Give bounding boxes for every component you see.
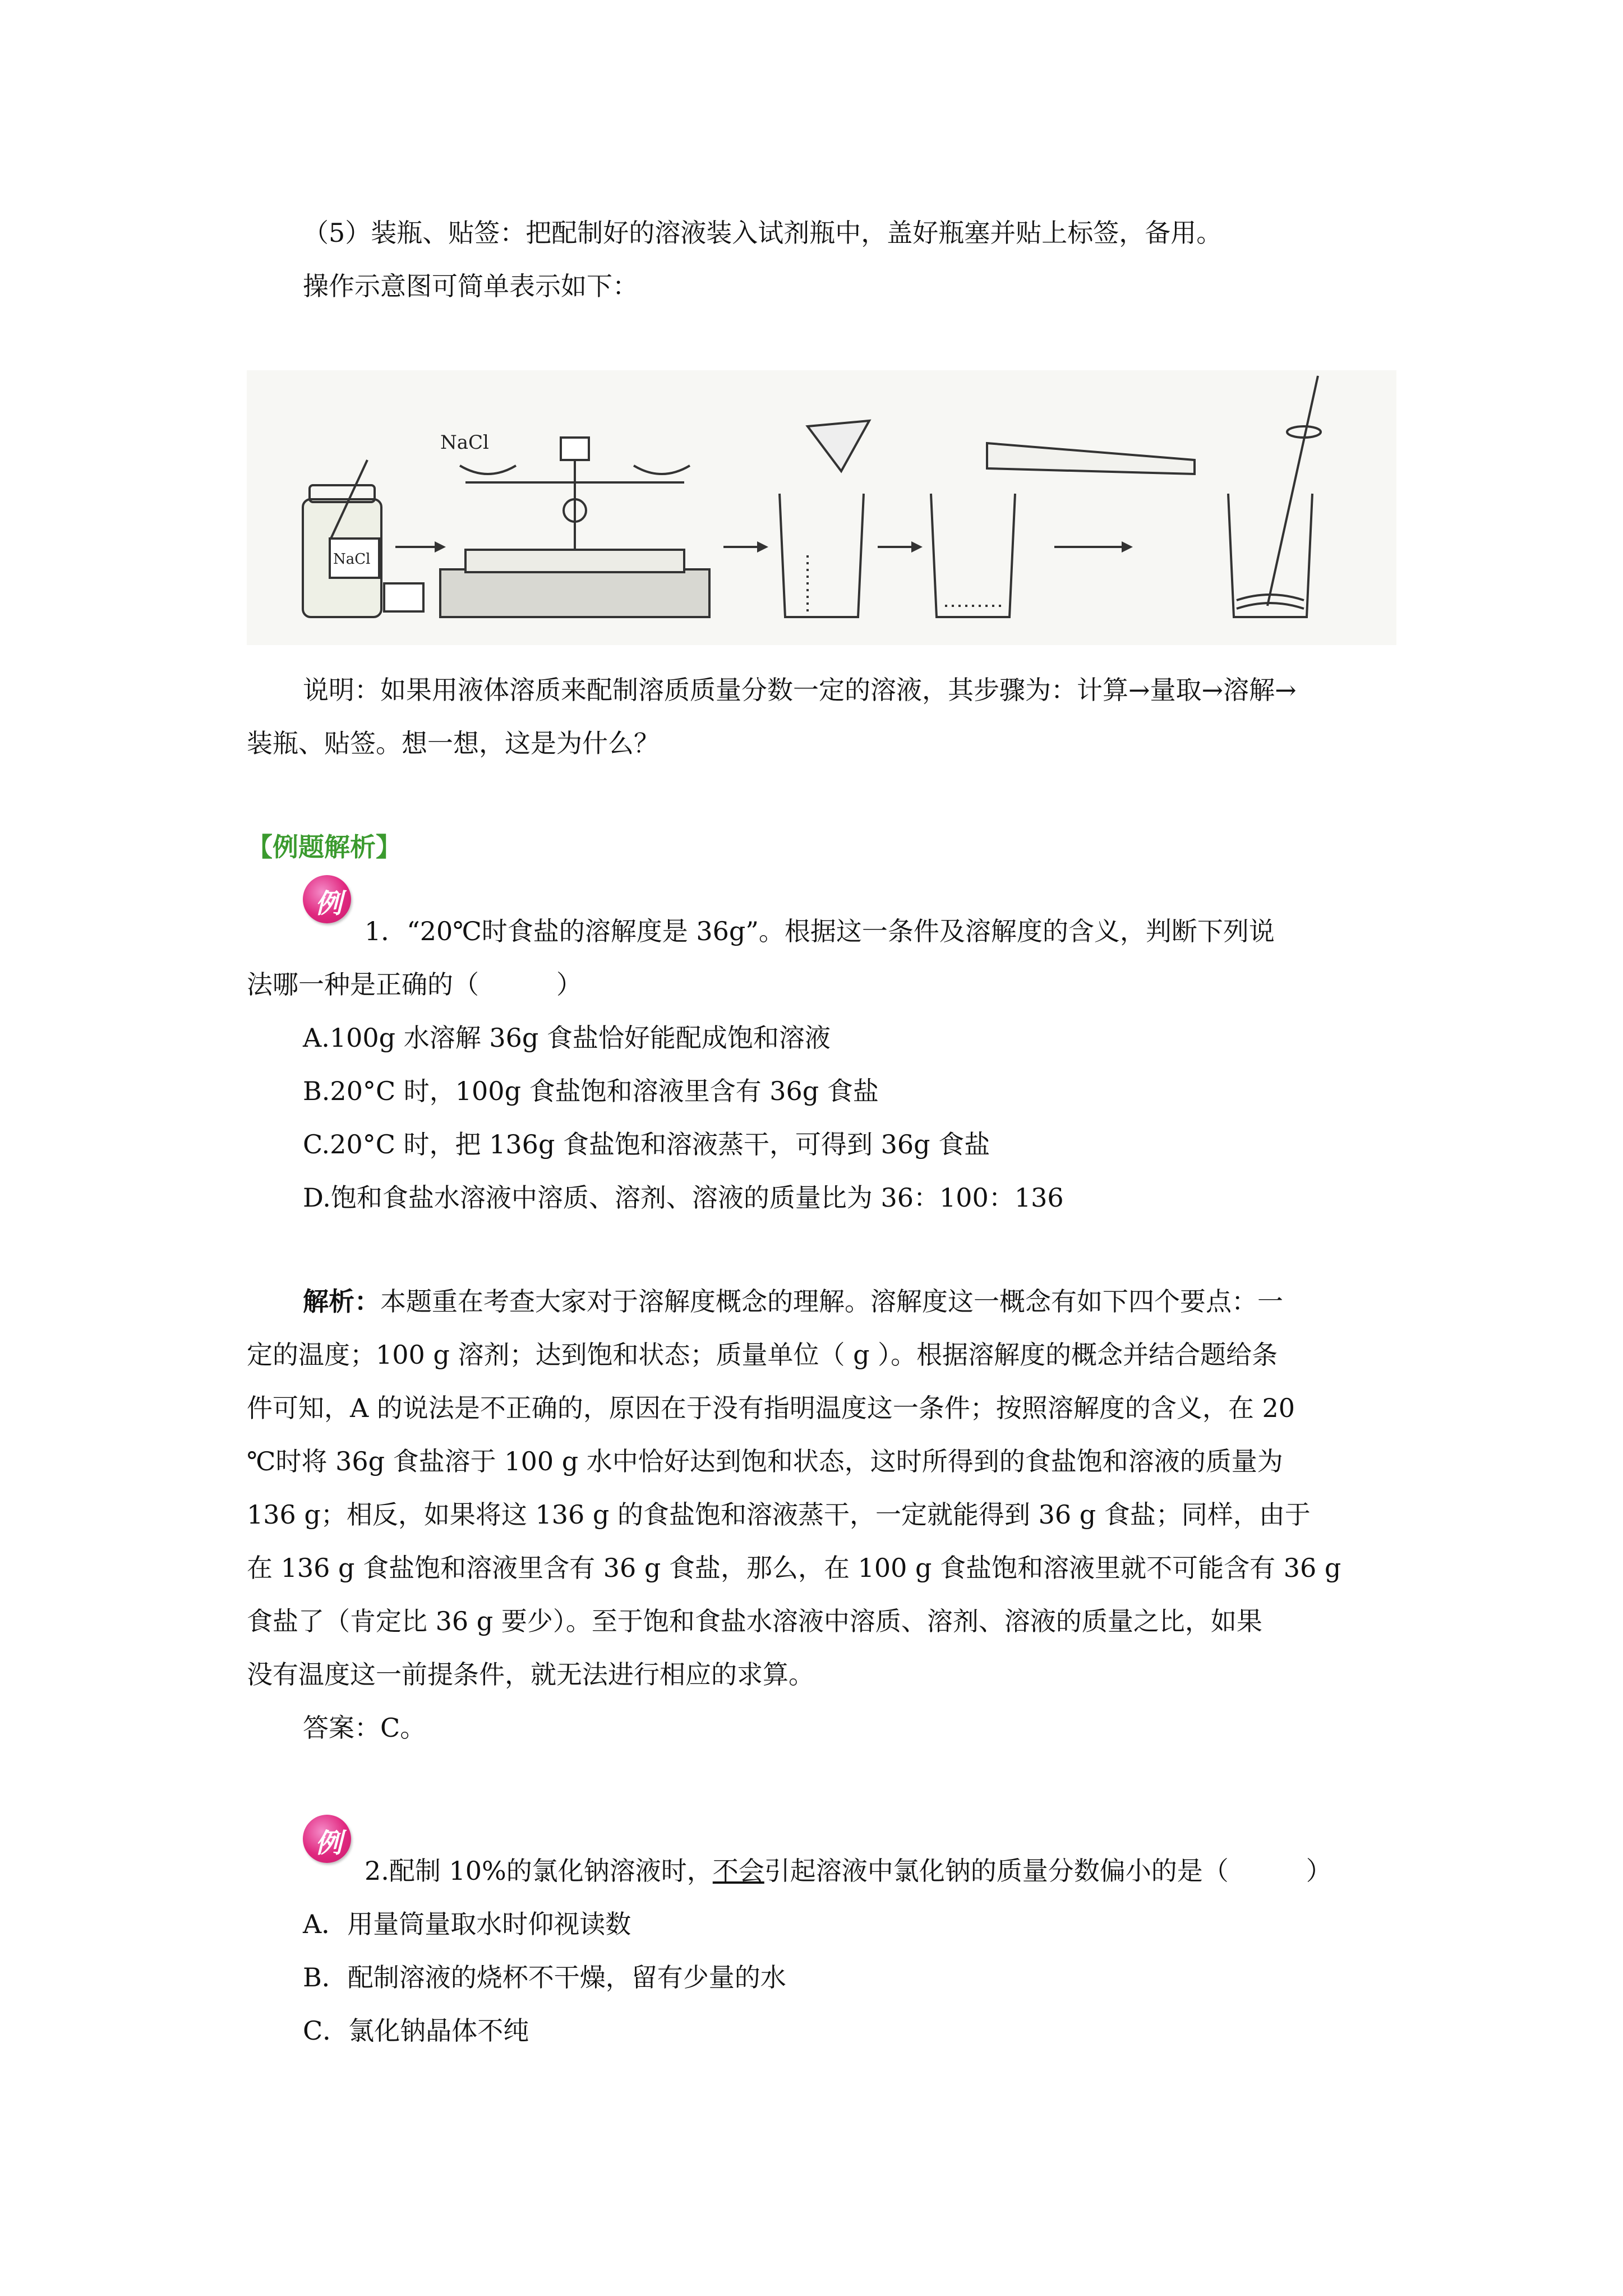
q2-stem: 2.配制 10%的氯化钠溶液时，不会引起溶液中氯化钠的质量分数偏小的是（ ） xyxy=(365,1856,1332,1886)
step5-text: （5）装瓶、贴签：把配制好的溶液装入试剂瓶中，盖好瓶塞并贴上标签，备用。 xyxy=(303,218,1223,248)
q1-answer: 答案：C。 xyxy=(303,1713,426,1743)
q1-analysis-line-1: 解析：本题重在考查大家对于溶解度概念的理解。溶解度这一概念有如下四个要点：一 xyxy=(303,1286,1283,1317)
q1-line-1: 1．“20℃时食盐的溶解度是 36g”。根据这一条件及溶解度的含义，判断下列说 xyxy=(365,916,1275,946)
diagram-intro: 操作示意图可简单表示如下： xyxy=(303,271,638,301)
q1-analysis-line-6: 在 136 g 食盐饱和溶液里含有 36 g 食盐，那么，在 100 g 食盐饱和溶液里就不可能含有 36 g xyxy=(247,1553,1341,1583)
q2-option-c: C．氯化钠晶体不纯 xyxy=(303,2016,529,2046)
example-badge-icon: 例 xyxy=(303,1815,351,1863)
note-line-2: 装瓶、贴签。想一想，这是为什么？ xyxy=(247,728,660,758)
example-badge-icon: 例 xyxy=(303,875,351,923)
q1-line-2: 法哪一种是正确的（ ） xyxy=(247,969,582,1000)
q1-analysis-line-8: 没有温度这一前提条件，就无法进行相应的求算。 xyxy=(247,1659,814,1690)
q1-option-c: C.20°C 时，把 136g 食盐饱和溶液蒸干，可得到 36g 食盐 xyxy=(303,1129,990,1159)
section-title: 【例题解析】 xyxy=(247,832,402,862)
q2-underlined: 不会 xyxy=(712,1856,764,1886)
q2-option-b: B．配制溶液的烧杯不干燥，留有少量的水 xyxy=(303,1962,786,1993)
q1-analysis-line-5: 136 g；相反，如果将这 136 g 的食盐饱和溶液蒸干，一定就能得到 36 g 食盐；同样，由于 xyxy=(247,1499,1311,1530)
q1-analysis-line-4: ℃时将 36g 食盐溶于 100 g 水中恰好达到饱和状态，这时所得到的食盐饱和溶液的质量为 xyxy=(247,1446,1283,1476)
q1-analysis-line-3: 件可知，A 的说法是不正确的，原因在于没有指明温度这一条件；按照溶解度的含义，在 20 xyxy=(247,1393,1295,1423)
analysis-label: 解析： xyxy=(303,1286,380,1317)
q1-option-d: D.饱和食盐水溶液中溶质、溶剂、溶液的质量比为 36：100：136 xyxy=(303,1182,1064,1213)
nacl-label: NaCl xyxy=(440,431,489,454)
procedure-diagram-svg xyxy=(247,370,1396,645)
q2-option-a: A．用量筒量取水时仰视读数 xyxy=(303,1909,631,1939)
q1-analysis-line-7: 食盐了（肯定比 36 g 要少）。至于饱和食盐水溶液中溶质、溶剂、溶液的质量之比，如果 xyxy=(247,1606,1262,1636)
procedure-diagram xyxy=(247,370,1396,645)
note-line-1: 说明：如果用液体溶质来配制溶质质量分数一定的溶液，其步骤为：计算→量取→溶解→ xyxy=(303,675,1297,705)
jar-label: NaCl xyxy=(333,551,371,568)
q1-analysis-line-2: 定的温度；100 g 溶剂；达到饱和状态；质量单位（ g ）。根据溶解度的概念并结合题给条 xyxy=(247,1340,1278,1370)
q1-option-a: A.100g 水溶解 36g 食盐恰好能配成饱和溶液 xyxy=(303,1023,831,1053)
q1-option-b: B.20°C 时，100g 食盐饱和溶液里含有 36g 食盐 xyxy=(303,1076,879,1106)
